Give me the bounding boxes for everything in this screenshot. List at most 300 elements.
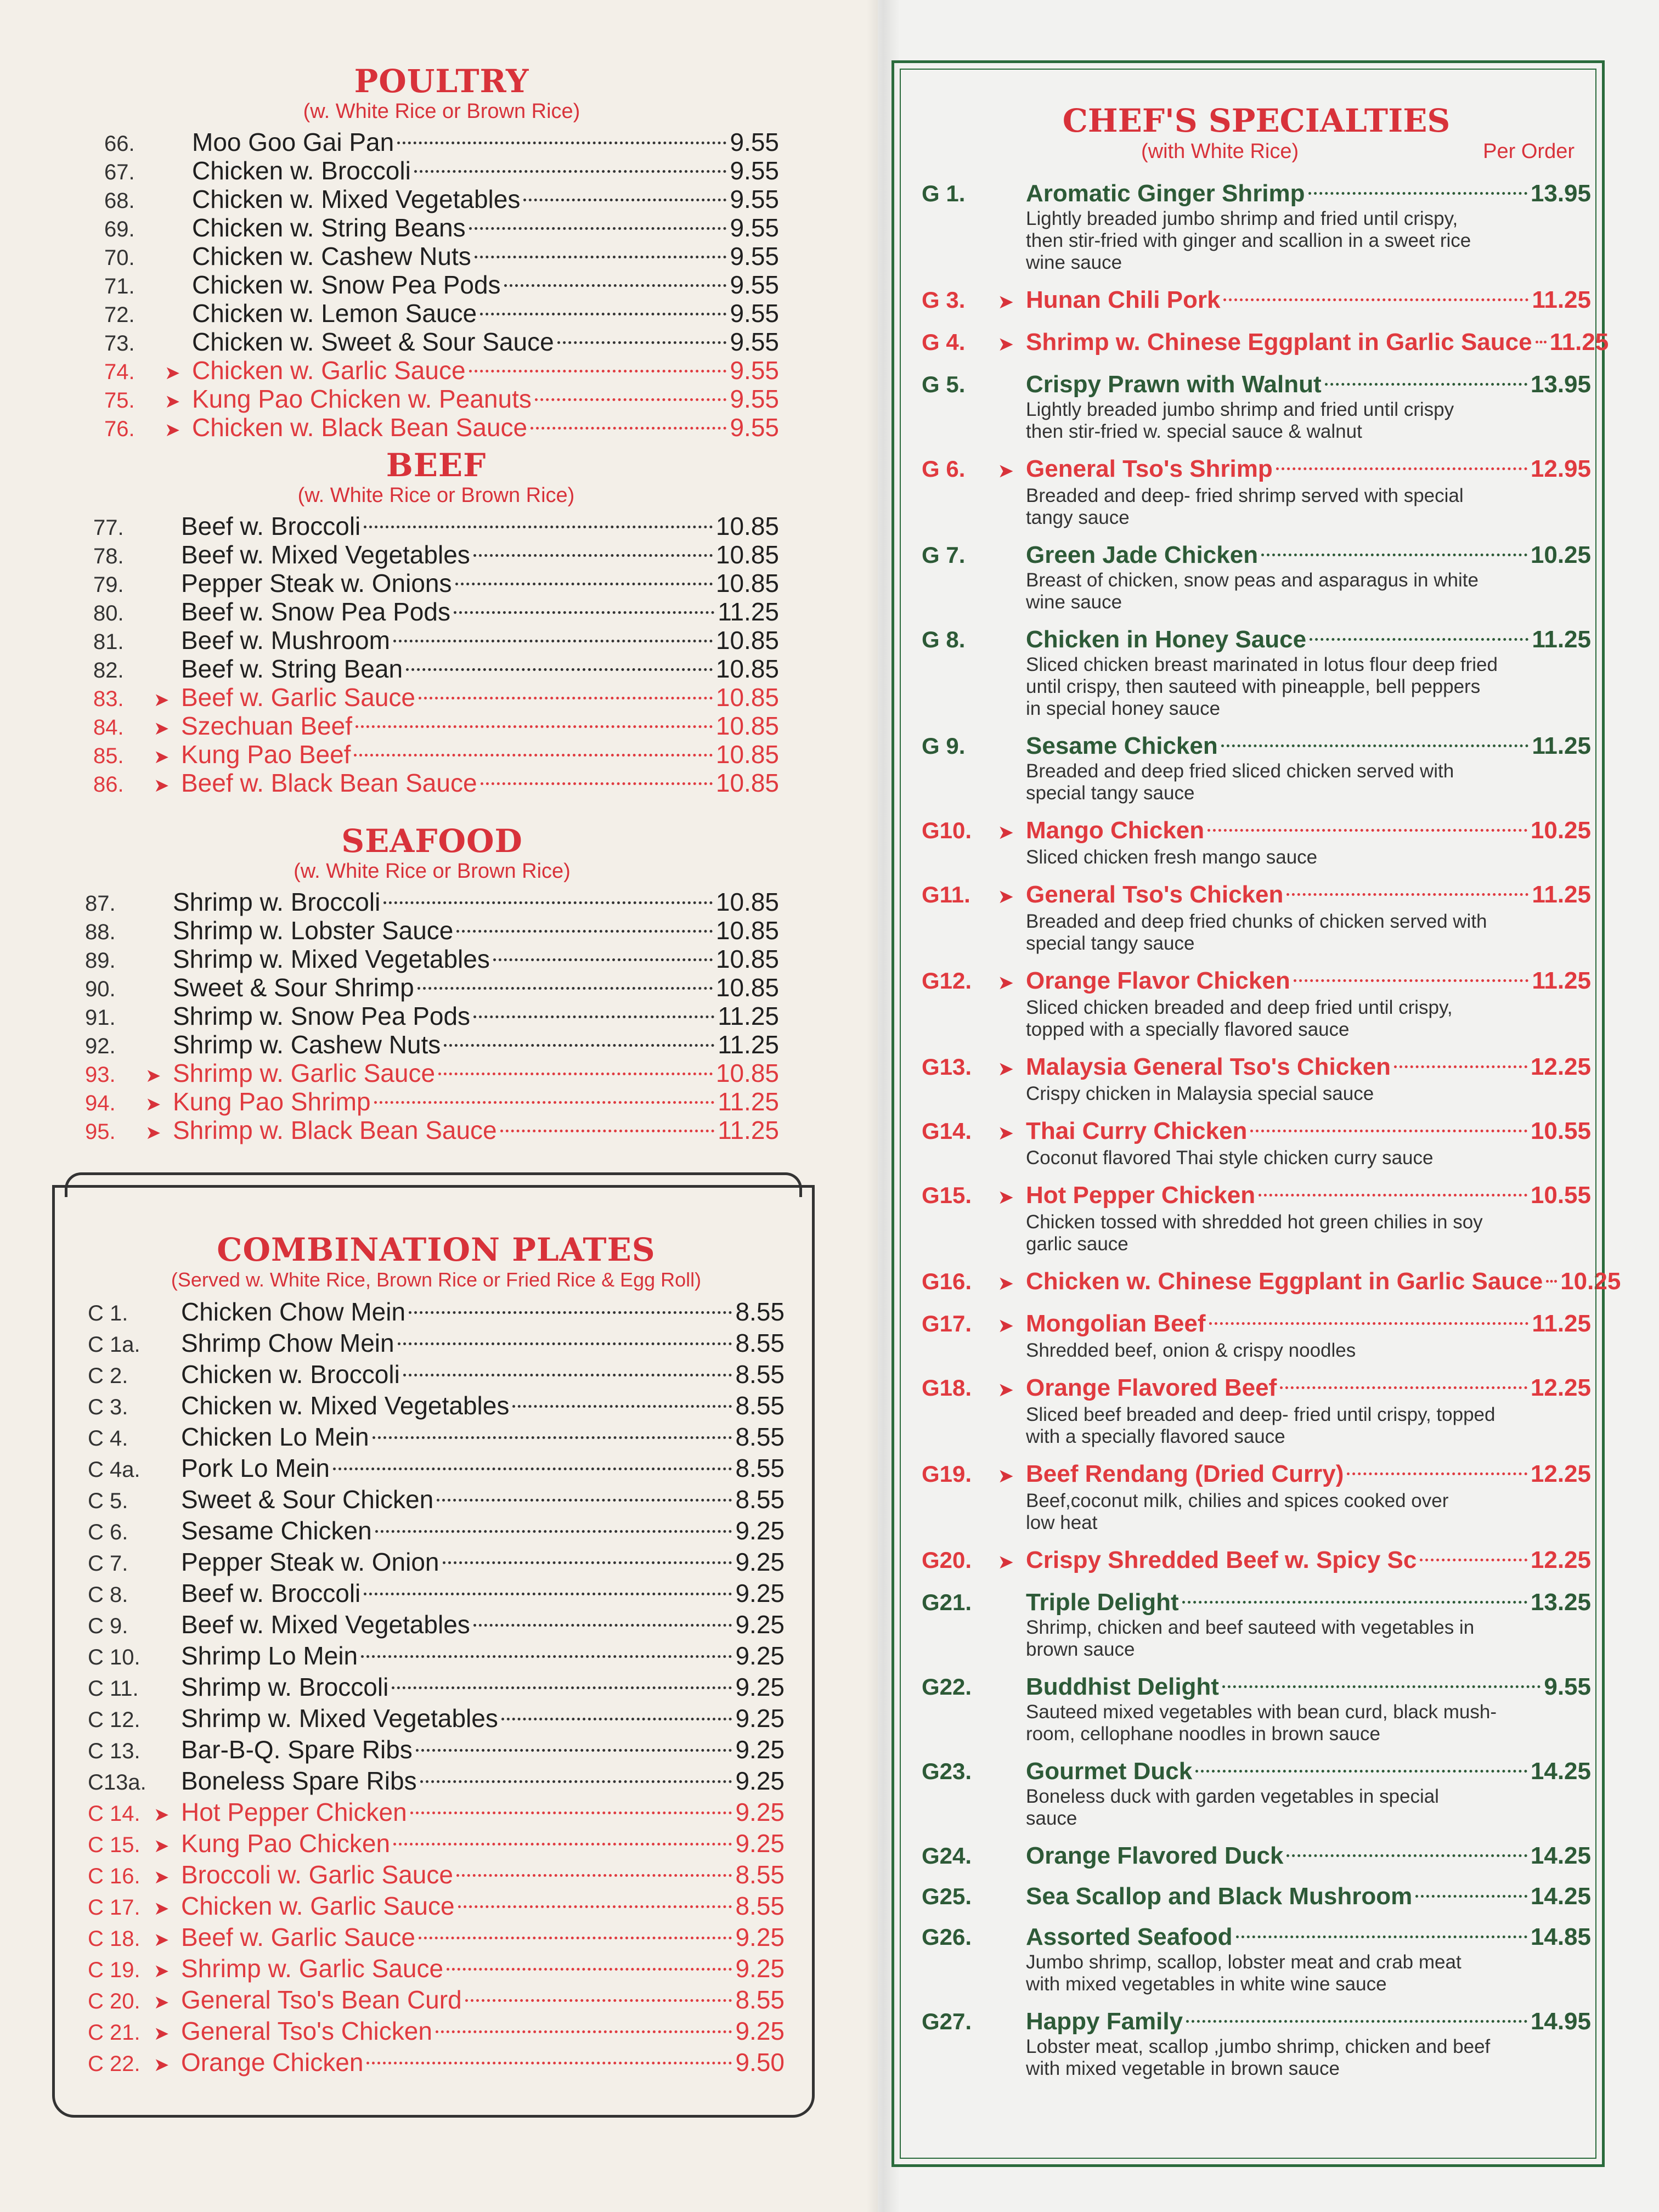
item-number: G 4. bbox=[922, 329, 966, 355]
item-number: G23. bbox=[922, 1758, 972, 1784]
item-description: Lobster meat, scallop ,jumbo shrimp, chicken and beef with mixed vegetable in brown sauce bbox=[1026, 2036, 1491, 2079]
item-name: Shrimp Lo Mein bbox=[181, 1641, 358, 1670]
item-price: 13.95 bbox=[1530, 180, 1591, 207]
item-price: 10.85 bbox=[715, 654, 779, 683]
item-description: Sliced chicken fresh mango sauce bbox=[1026, 847, 1318, 868]
chili-pepper-icon: ➤ bbox=[154, 1836, 170, 1857]
item-price: 9.55 bbox=[730, 128, 779, 156]
menu-item bbox=[104, 242, 779, 270]
item-name: Kung Pao Chicken bbox=[181, 1829, 391, 1858]
item-name: Aromatic Ginger Shrimp bbox=[1026, 180, 1305, 207]
item-name: Chicken w. Mixed Vegetables bbox=[192, 185, 521, 213]
item-price: 10.85 bbox=[715, 683, 779, 712]
menu-item bbox=[93, 654, 779, 683]
item-number: G 8. bbox=[922, 627, 966, 652]
item-number: G16. bbox=[922, 1268, 972, 1294]
item-price: 11.25 bbox=[1532, 626, 1591, 653]
specialty-item bbox=[922, 1923, 1591, 1995]
item-price: 10.85 bbox=[715, 888, 779, 916]
dot-leader bbox=[419, 1937, 732, 1939]
item-number: 88. bbox=[85, 920, 116, 944]
dot-leader bbox=[444, 1044, 714, 1047]
menu-item bbox=[85, 1116, 779, 1144]
specialty-item bbox=[922, 1374, 1591, 1448]
item-price: 9.25 bbox=[735, 1798, 785, 1826]
item-name: Thai Curry Chicken bbox=[1026, 1118, 1248, 1144]
dot-leader bbox=[1276, 467, 1527, 470]
item-price: 9.55 bbox=[730, 413, 779, 442]
item-name: Beef w. Garlic Sauce bbox=[181, 683, 415, 712]
item-name: Chicken w. Mixed Vegetables bbox=[181, 1391, 510, 1420]
item-number: G 9. bbox=[922, 733, 966, 759]
item-name: Assorted Seafood bbox=[1026, 1923, 1233, 1950]
item-price: 10.55 bbox=[1530, 1118, 1591, 1144]
chili-pepper-icon: ➤ bbox=[145, 1094, 161, 1115]
item-price: 8.55 bbox=[735, 1329, 785, 1357]
chili-pepper-icon: ➤ bbox=[154, 1804, 170, 1825]
item-price: 9.55 bbox=[1544, 1673, 1591, 1700]
item-name: Shrimp Chow Mein bbox=[181, 1329, 394, 1357]
chili-pepper-icon: ➤ bbox=[154, 1867, 170, 1888]
item-name: Crispy Prawn with Walnut bbox=[1026, 371, 1322, 398]
item-number: 68. bbox=[104, 189, 135, 213]
item-description: Jumbo shrimp, scallop, lobster meat and crab meat with mixed vegetables in white wine sauce bbox=[1026, 1951, 1462, 1995]
menu-item bbox=[88, 1515, 785, 1547]
item-price: 9.25 bbox=[735, 1923, 785, 1951]
menu-item bbox=[104, 328, 779, 356]
item-price: 10.85 bbox=[715, 540, 779, 569]
item-number: G26. bbox=[922, 1924, 972, 1950]
item-price: 8.55 bbox=[735, 1297, 785, 1326]
item-name: General Tso's Bean Curd bbox=[181, 1985, 462, 2014]
specialty-line bbox=[922, 816, 1591, 847]
menu-item bbox=[93, 626, 779, 654]
menu-item bbox=[104, 413, 779, 442]
item-number: C 1. bbox=[88, 1301, 128, 1325]
item-price: 10.55 bbox=[1530, 1182, 1591, 1209]
item-number: 69. bbox=[104, 217, 135, 241]
dot-leader bbox=[1420, 1559, 1527, 1561]
dot-leader bbox=[356, 725, 713, 728]
dot-leader bbox=[410, 1812, 732, 1814]
item-number: C 6. bbox=[88, 1520, 128, 1544]
item-number: 71. bbox=[104, 274, 135, 298]
menu-item bbox=[93, 569, 779, 597]
menu-item bbox=[85, 1002, 779, 1030]
specialty-item bbox=[922, 1546, 1591, 1576]
item-number: C 16. bbox=[88, 1864, 140, 1888]
seafood-list bbox=[85, 888, 779, 1144]
item-price: 9.50 bbox=[735, 2048, 785, 2076]
menu-item bbox=[93, 712, 779, 740]
item-price: 10.25 bbox=[1530, 541, 1591, 568]
dot-leader bbox=[398, 1342, 732, 1345]
item-name: Shrimp w. Cashew Nuts bbox=[173, 1030, 441, 1059]
dot-leader bbox=[393, 640, 713, 642]
item-name: Mongolian Beef bbox=[1026, 1310, 1206, 1337]
item-name: Shrimp w. Chinese Eggplant in Garlic Sauce bbox=[1026, 329, 1532, 356]
item-number: C 17. bbox=[88, 1895, 140, 1920]
item-price: 9.25 bbox=[735, 1673, 785, 1701]
item-name: Beef w. Garlic Sauce bbox=[181, 1923, 415, 1951]
chili-pepper-icon: ➤ bbox=[154, 775, 170, 796]
dot-leader bbox=[375, 1530, 732, 1533]
item-number: 82. bbox=[93, 658, 124, 682]
menu-item bbox=[88, 2047, 785, 2078]
dot-leader bbox=[1209, 1322, 1529, 1325]
item-number: G 6. bbox=[922, 456, 966, 482]
item-number: C 15. bbox=[88, 1833, 140, 1857]
dot-leader bbox=[1325, 383, 1527, 386]
item-name: Happy Family bbox=[1026, 2008, 1183, 2035]
specialty-line bbox=[922, 1053, 1591, 1083]
dot-leader bbox=[1536, 341, 1547, 343]
menu-item bbox=[88, 1797, 785, 1828]
item-name: Pork Lo Mein bbox=[181, 1454, 330, 1482]
item-name: Moo Goo Gai Pan bbox=[192, 128, 394, 156]
item-price: 10.25 bbox=[1530, 817, 1591, 844]
menu-item bbox=[88, 1359, 785, 1390]
dot-leader bbox=[1286, 1854, 1527, 1857]
dot-leader bbox=[475, 256, 727, 258]
item-name: Chicken in Honey Sauce bbox=[1026, 626, 1307, 653]
item-number: 93. bbox=[85, 1063, 116, 1087]
item-number: C 11. bbox=[88, 1677, 139, 1701]
item-name: Beef w. Mixed Vegetables bbox=[181, 1610, 470, 1639]
specialty-item bbox=[922, 881, 1591, 955]
specialty-line bbox=[922, 1923, 1591, 1951]
chili-pepper-icon: ➤ bbox=[165, 420, 180, 441]
dot-leader bbox=[504, 284, 727, 287]
menu-item bbox=[88, 1421, 785, 1453]
menu-item bbox=[93, 597, 779, 626]
item-description: Sliced chicken breaded and deep fried until crispy, topped with a specially flavored sauce bbox=[1026, 997, 1453, 1040]
item-price: 12.25 bbox=[1530, 1374, 1591, 1401]
item-price: 13.95 bbox=[1530, 371, 1591, 398]
menu-item bbox=[88, 1953, 785, 1984]
specialty-item bbox=[922, 1842, 1591, 1870]
menu-item bbox=[88, 1453, 785, 1484]
chili-pepper-icon: ➤ bbox=[998, 822, 1013, 842]
item-price: 9.55 bbox=[730, 156, 779, 185]
item-name: Pepper Steak w. Onion bbox=[181, 1548, 439, 1576]
dot-leader bbox=[419, 697, 713, 699]
chili-pepper-icon: ➤ bbox=[154, 718, 170, 739]
item-name: Shrimp w. Garlic Sauce bbox=[181, 1954, 444, 1983]
item-number: C 21. bbox=[88, 2021, 140, 2045]
item-description: Sliced chicken breast marinated in lotus flour deep fried until crispy, then sauteed with pineapple, bell peppers in special honey sauce bbox=[1026, 654, 1498, 719]
item-price: 8.55 bbox=[735, 1360, 785, 1389]
per-order-label: Per Order bbox=[1483, 140, 1575, 163]
item-price: 9.25 bbox=[735, 1516, 785, 1545]
item-name: Broccoli w. Garlic Sauce bbox=[181, 1860, 453, 1889]
chili-pepper-icon: ➤ bbox=[154, 1992, 170, 2013]
dot-leader bbox=[383, 901, 713, 904]
item-number: G19. bbox=[922, 1461, 972, 1487]
item-number: C 14. bbox=[88, 1802, 140, 1826]
item-price: 12.95 bbox=[1530, 455, 1591, 482]
item-name: Shrimp w. Lobster Sauce bbox=[173, 916, 454, 945]
specialty-item bbox=[922, 1460, 1591, 1534]
menu-item bbox=[93, 740, 779, 769]
dot-leader bbox=[406, 668, 713, 671]
dot-leader bbox=[1280, 1386, 1527, 1389]
specialty-line bbox=[922, 370, 1591, 399]
item-number: G21. bbox=[922, 1589, 972, 1615]
item-name: Shrimp w. Garlic Sauce bbox=[173, 1059, 436, 1087]
item-name: Pepper Steak w. Onions bbox=[181, 569, 452, 597]
item-name: Orange Flavor Chicken bbox=[1026, 967, 1290, 994]
item-name: Chicken w. Lemon Sauce bbox=[192, 299, 477, 328]
specialty-item bbox=[922, 455, 1591, 529]
specialty-item bbox=[922, 1757, 1591, 1830]
specialty-line bbox=[922, 1310, 1591, 1340]
menu-item bbox=[88, 1328, 785, 1359]
item-name: Shrimp w. Mixed Vegetables bbox=[173, 945, 490, 973]
item-price: 9.55 bbox=[730, 328, 779, 356]
chili-pepper-icon: ➤ bbox=[998, 1059, 1013, 1079]
chili-pepper-icon: ➤ bbox=[154, 1929, 170, 1950]
dot-leader bbox=[364, 1593, 732, 1595]
dot-leader bbox=[364, 526, 713, 528]
specialty-line bbox=[922, 1546, 1591, 1576]
specialty-item bbox=[922, 286, 1591, 316]
item-price: 9.25 bbox=[735, 1548, 785, 1576]
chili-pepper-icon: ➤ bbox=[998, 461, 1013, 481]
item-number: G13. bbox=[922, 1054, 972, 1080]
chef-list bbox=[922, 179, 1621, 2080]
item-price: 9.55 bbox=[730, 270, 779, 299]
dot-leader bbox=[481, 782, 713, 785]
menu-item bbox=[85, 888, 779, 916]
menu-item bbox=[93, 683, 779, 712]
menu-item bbox=[93, 540, 779, 569]
item-number: C 18. bbox=[88, 1927, 140, 1951]
specialty-line bbox=[922, 286, 1591, 316]
chili-pepper-icon: ➤ bbox=[998, 1380, 1013, 1400]
menu-item bbox=[88, 1984, 785, 2016]
item-number: G11. bbox=[922, 882, 970, 907]
specialty-line bbox=[922, 541, 1591, 569]
specialty-line bbox=[922, 2007, 1591, 2036]
item-price: 11.25 bbox=[718, 1002, 779, 1030]
beef-list bbox=[93, 512, 779, 797]
beef-section bbox=[93, 447, 779, 797]
dot-leader bbox=[409, 1311, 732, 1314]
item-price: 9.55 bbox=[730, 356, 779, 385]
item-name: Chicken Lo Mein bbox=[181, 1423, 369, 1451]
specialty-line bbox=[922, 625, 1591, 654]
specialty-line bbox=[922, 967, 1591, 997]
menu-item bbox=[85, 1059, 779, 1087]
dot-leader bbox=[438, 1073, 713, 1075]
item-price: 9.55 bbox=[730, 185, 779, 213]
chili-pepper-icon: ➤ bbox=[998, 1273, 1013, 1293]
dot-leader bbox=[465, 1999, 732, 2002]
dot-leader bbox=[1236, 1936, 1527, 1938]
dot-leader bbox=[493, 958, 713, 961]
item-price: 9.55 bbox=[730, 213, 779, 242]
combination-list bbox=[88, 1296, 785, 2078]
item-name: Hot Pepper Chicken bbox=[181, 1798, 407, 1826]
item-price: 13.25 bbox=[1530, 1589, 1591, 1616]
item-name: Shrimp w. Black Bean Sauce bbox=[173, 1116, 497, 1144]
menu-item bbox=[104, 185, 779, 213]
item-price: 10.85 bbox=[715, 712, 779, 740]
item-number: 77. bbox=[93, 516, 124, 540]
menu-item bbox=[93, 769, 779, 797]
item-number: 76. bbox=[104, 417, 135, 441]
specialty-line bbox=[922, 881, 1591, 911]
menu-item bbox=[85, 945, 779, 973]
menu-item bbox=[88, 1891, 785, 1922]
item-price: 10.85 bbox=[715, 916, 779, 945]
item-name: Hot Pepper Chicken bbox=[1026, 1182, 1256, 1209]
item-description: Coconut flavored Thai style chicken curry sauce bbox=[1026, 1147, 1434, 1169]
dot-leader bbox=[374, 1101, 715, 1104]
item-name: Chicken w. Snow Pea Pods bbox=[192, 270, 501, 299]
dot-leader bbox=[1310, 638, 1528, 641]
specialty-item bbox=[922, 625, 1591, 720]
item-description: Lightly breaded jumbo shrimp and fried until crispy, then stir-fried with ginger and scallion in a sweet rice wine sauce bbox=[1026, 208, 1471, 273]
item-price: 11.25 bbox=[718, 1116, 779, 1144]
dot-leader bbox=[414, 170, 727, 173]
chili-pepper-icon: ➤ bbox=[154, 2023, 170, 2044]
item-price: 14.25 bbox=[1530, 1883, 1591, 1910]
dot-leader bbox=[523, 199, 726, 201]
item-name: Shrimp w. Mixed Vegetables bbox=[181, 1704, 498, 1733]
item-price: 9.25 bbox=[735, 1610, 785, 1639]
specialty-line bbox=[922, 1374, 1591, 1404]
chili-pepper-icon: ➤ bbox=[145, 1065, 161, 1086]
dot-leader bbox=[1546, 1280, 1557, 1283]
item-price: 11.25 bbox=[1532, 732, 1591, 759]
specialty-line bbox=[922, 1842, 1591, 1870]
item-number: C 20. bbox=[88, 1989, 140, 2013]
specialty-item bbox=[922, 179, 1591, 274]
item-description: Sliced beef breaded and deep- fried until crispy, topped with a specially flavored sauce bbox=[1026, 1404, 1496, 1447]
item-name: Mango Chicken bbox=[1026, 817, 1205, 844]
menu-item bbox=[88, 1578, 785, 1609]
item-number: 75. bbox=[104, 388, 135, 413]
item-number: C 4. bbox=[88, 1426, 128, 1451]
item-number: 95. bbox=[85, 1120, 116, 1144]
menu-item bbox=[104, 385, 779, 413]
item-price: 11.25 bbox=[1532, 1310, 1591, 1337]
item-name: Sweet & Sour Chicken bbox=[181, 1485, 434, 1514]
dot-leader bbox=[469, 370, 727, 373]
item-price: 9.55 bbox=[730, 385, 779, 413]
combination-subtitle: (Served w. White Rice, Brown Rice or Fried Rice & Egg Roll) bbox=[171, 1268, 702, 1291]
item-number: 89. bbox=[85, 949, 116, 973]
item-description: Shrimp, chicken and beef sauteed with vegetables in brown sauce bbox=[1026, 1617, 1475, 1660]
item-price: 11.25 bbox=[718, 1030, 779, 1059]
dot-leader bbox=[455, 583, 713, 585]
item-name: Beef w. String Bean bbox=[181, 654, 403, 683]
item-name: General Tso's Chicken bbox=[181, 2017, 432, 2045]
menu-item bbox=[88, 1547, 785, 1578]
item-price: 10.85 bbox=[715, 626, 779, 654]
item-number: C 12. bbox=[88, 1708, 140, 1732]
item-name: Green Jade Chicken bbox=[1026, 541, 1259, 568]
item-number: 67. bbox=[104, 160, 135, 184]
item-price: 9.25 bbox=[735, 1829, 785, 1858]
specialty-item bbox=[922, 370, 1591, 443]
item-number: C 19. bbox=[88, 1958, 140, 1982]
item-number: C13a. bbox=[88, 1770, 146, 1795]
dot-leader bbox=[1207, 829, 1527, 832]
item-description: Breaded and deep- fried shrimp served with special tangy sauce bbox=[1026, 485, 1464, 528]
item-number: 74. bbox=[104, 360, 135, 384]
item-price: 11.25 bbox=[1532, 967, 1591, 994]
menu-item bbox=[85, 916, 779, 945]
poultry-subtitle: (w. White Rice or Brown Rice) bbox=[303, 100, 580, 123]
dot-leader bbox=[1222, 1685, 1541, 1688]
item-name: Buddhist Delight bbox=[1026, 1673, 1219, 1700]
item-price: 11.25 bbox=[718, 1087, 779, 1116]
item-name: Shrimp w. Broccoli bbox=[173, 888, 381, 916]
chef-subtitle-row bbox=[922, 140, 1591, 167]
item-name: Beef w. Snow Pea Pods bbox=[181, 597, 450, 626]
specialty-line bbox=[922, 179, 1591, 208]
item-name: Beef w. Black Bean Sauce bbox=[181, 769, 477, 797]
chili-pepper-icon: ➤ bbox=[998, 1187, 1013, 1207]
item-name: Sea Scallop and Black Mushroom bbox=[1026, 1883, 1413, 1910]
dot-leader bbox=[458, 1905, 732, 1908]
dot-leader bbox=[557, 341, 727, 344]
item-price: 10.85 bbox=[715, 569, 779, 597]
specialty-line bbox=[922, 1673, 1591, 1701]
dot-leader bbox=[1294, 979, 1529, 982]
combination-plates-box bbox=[52, 1185, 815, 2118]
dot-leader bbox=[469, 227, 727, 230]
item-number: C 13. bbox=[88, 1739, 140, 1763]
item-name: Bar-B-Q. Spare Ribs bbox=[181, 1735, 413, 1764]
item-name: Orange Flavored Duck bbox=[1026, 1842, 1284, 1869]
dot-leader bbox=[1223, 298, 1528, 301]
item-name: Beef w. Broccoli bbox=[181, 1579, 361, 1607]
specialty-item bbox=[922, 732, 1591, 804]
dot-leader bbox=[531, 427, 726, 430]
item-price: 12.25 bbox=[1530, 1460, 1591, 1487]
chili-pepper-icon: ➤ bbox=[154, 2055, 170, 2075]
dot-leader bbox=[1186, 2020, 1527, 2023]
item-number: G14. bbox=[922, 1118, 972, 1144]
item-number: 94. bbox=[85, 1091, 116, 1115]
dot-leader bbox=[1261, 554, 1527, 556]
dot-leader bbox=[456, 1874, 732, 1877]
item-name: Kung Pao Beef bbox=[181, 740, 351, 769]
combination-title: COMBINATION PLATES bbox=[217, 1231, 656, 1268]
item-number: 92. bbox=[85, 1034, 116, 1058]
menu-item bbox=[88, 1922, 785, 1953]
item-name: Sesame Chicken bbox=[181, 1516, 372, 1545]
dot-leader bbox=[447, 1968, 732, 1971]
item-price: 8.55 bbox=[735, 1892, 785, 1920]
item-price: 10.85 bbox=[715, 1059, 779, 1087]
item-price: 8.55 bbox=[735, 1454, 785, 1482]
item-name: Gourmet Duck bbox=[1026, 1758, 1193, 1785]
menu-item bbox=[88, 2016, 785, 2047]
specialty-line bbox=[922, 328, 1609, 358]
menu-item bbox=[104, 213, 779, 242]
menu-item bbox=[88, 1734, 785, 1765]
item-price: 11.25 bbox=[718, 597, 779, 626]
item-number: G 1. bbox=[922, 180, 966, 206]
dot-leader bbox=[535, 398, 727, 401]
menu-item bbox=[88, 1296, 785, 1328]
dot-leader bbox=[1221, 744, 1529, 747]
